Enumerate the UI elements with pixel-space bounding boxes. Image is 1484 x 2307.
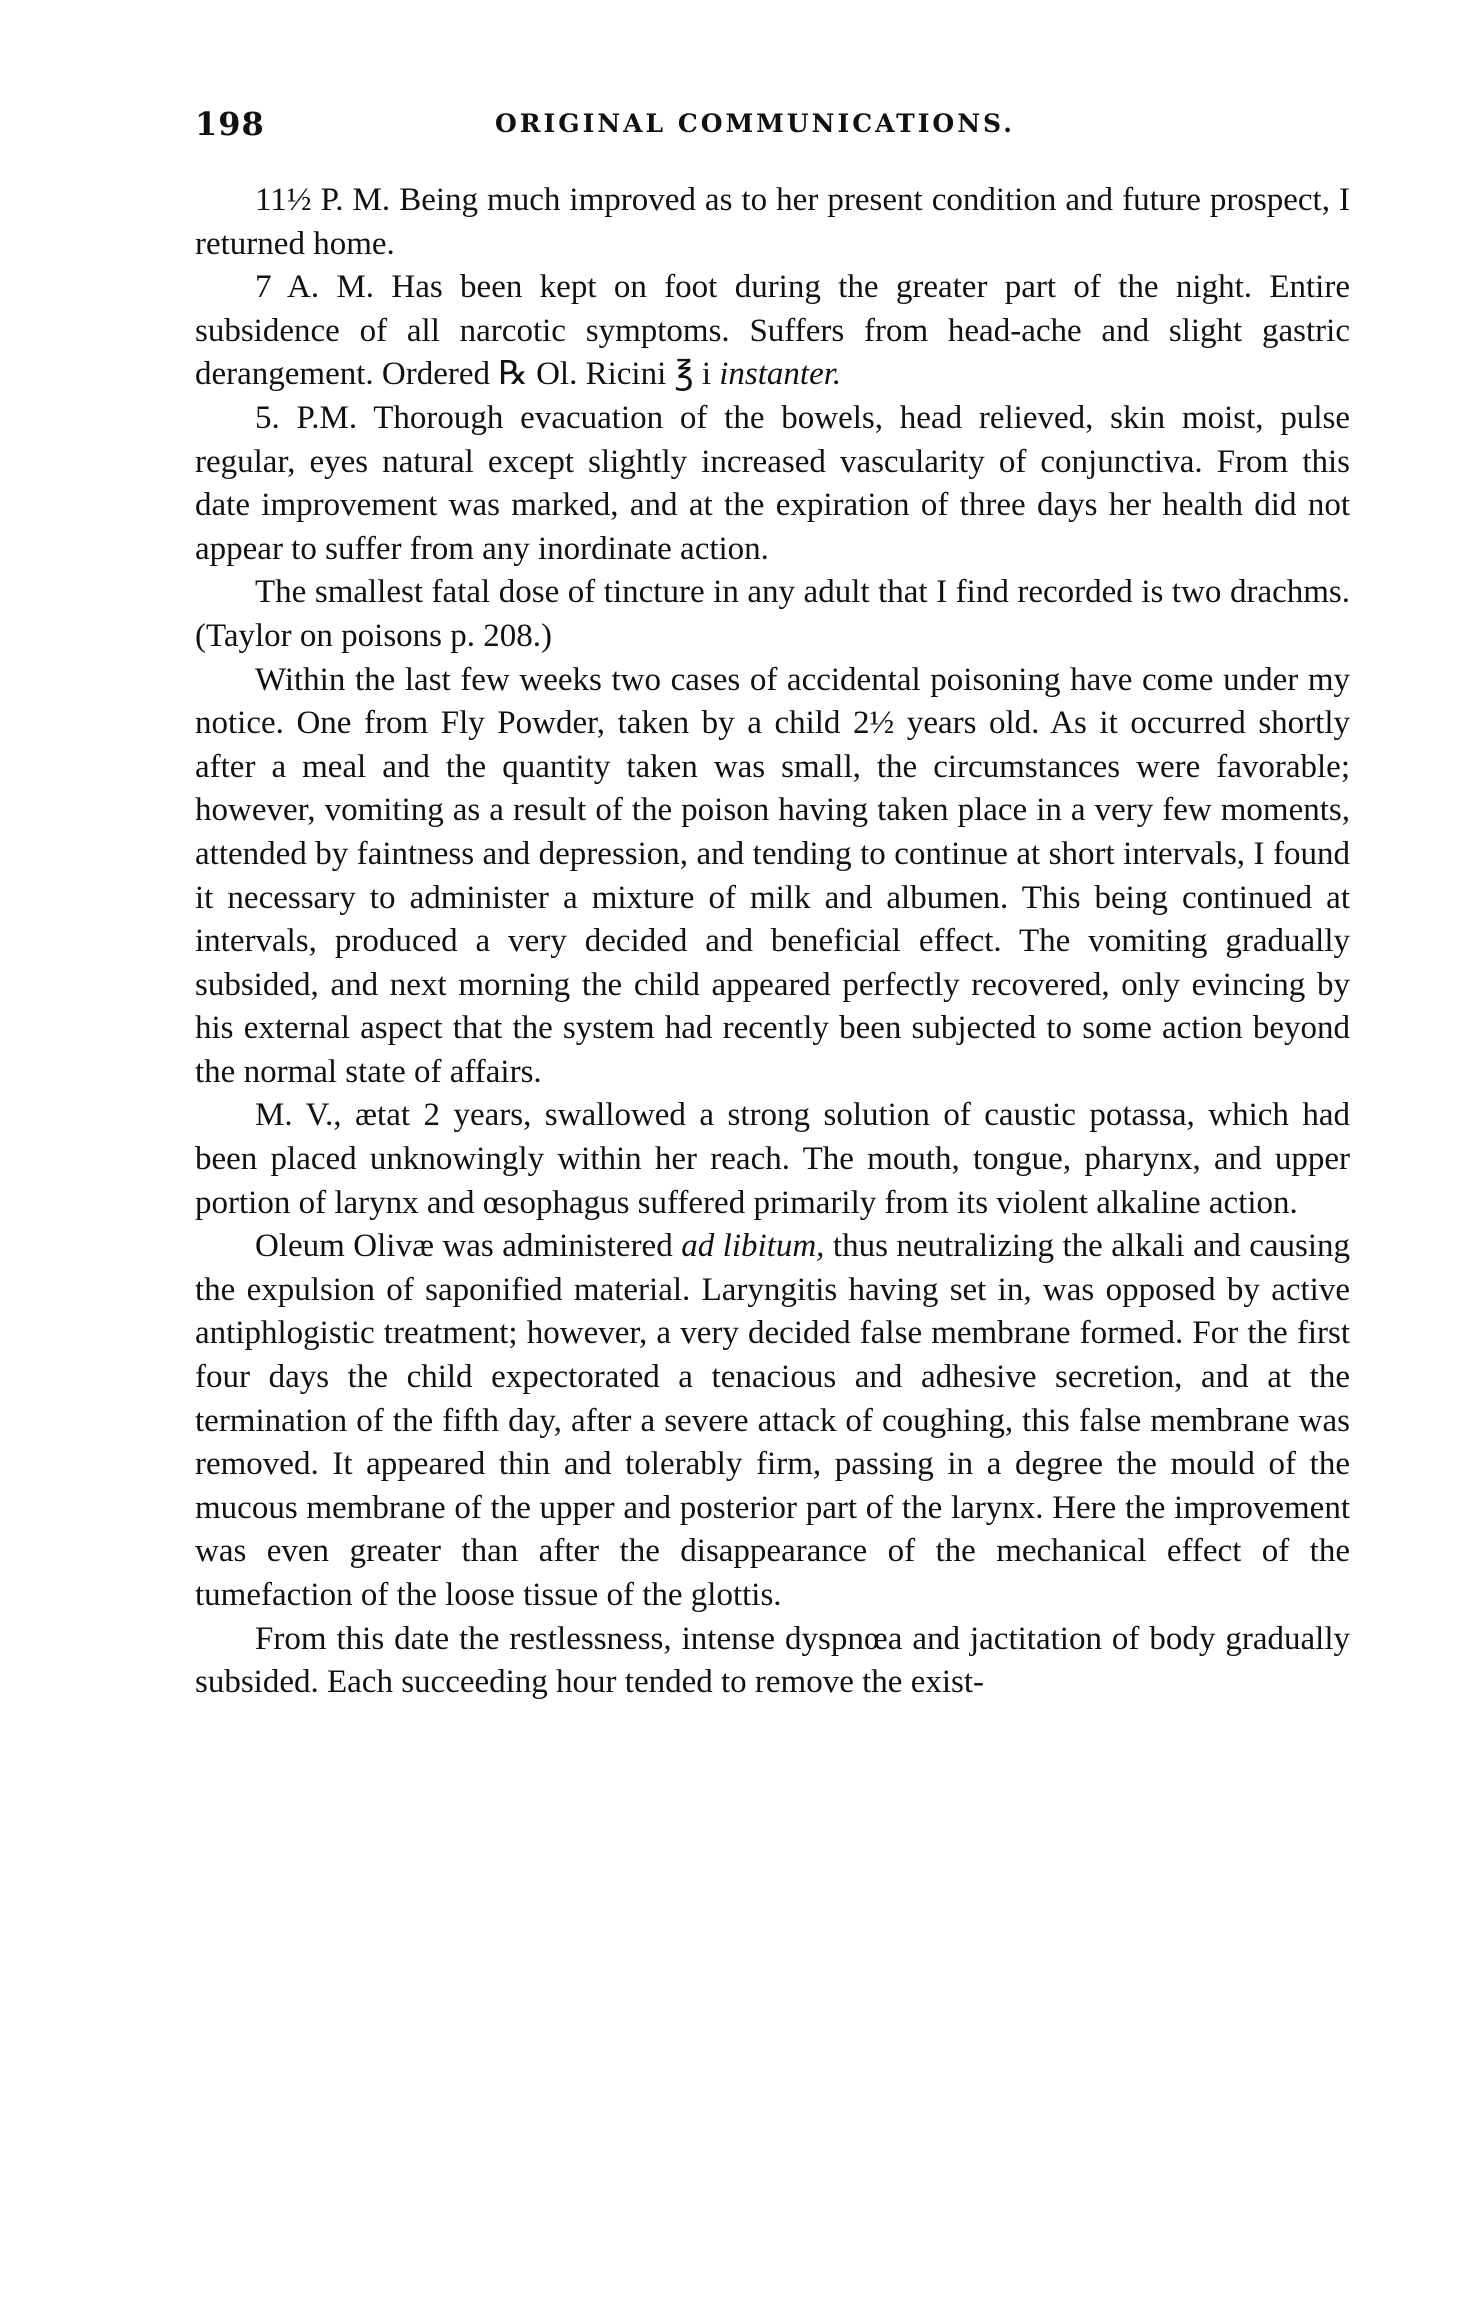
- paragraph-fly-powder-case: [195, 659, 1350, 1095]
- paragraph-fatal-dose: [195, 571, 1350, 658]
- paragraph-recovery: [195, 1618, 1350, 1705]
- paragraph-morning-note: [195, 266, 1350, 397]
- paragraph-afternoon-note: [195, 397, 1350, 571]
- book-page: [195, 105, 1350, 1705]
- paragraph-caustic-potassa-case: [195, 1094, 1350, 1225]
- paragraph-text: 5. P.M. Thorough evacuation of the bowels, head relieved, skin moist, pulse regular, eyes natural except slightly increased vascularity of conjunctiva. From this date improvement was marked, and at the expiration of three days her health did not appear to suffer from any inordinate action.: [195, 399, 1350, 567]
- paragraph-text: Oleum Olivæ was administered: [255, 1228, 682, 1265]
- paragraph-text: 11½ P. M. Being much improved as to her present condition and future prospect, I returned home.: [195, 182, 1350, 262]
- paragraph-text: 7 A. M. Has been kept on foot during the greater part of the night. Entire subsidence of all narcotic symptoms. Suffers from head-ache and slight gastric derangement. Ordered ℞ Ol. Ricini ℥ i: [195, 269, 1350, 393]
- paragraph-text: thus neutralizing the alkali and causing the expulsion of saponified material. Laryngitis having set in, was opposed by active antiphlogistic treatment; however, a very decided false membrane formed. For the first four days the child expectorated a tenacious and adhesive secretion, and at the termination of the fifth day, after a severe attack of coughing, this false membrane was removed. It appeared thin and tolerably firm, passing in a degree the mould of the mucous membrane of the upper and posterior part of the larynx. Here the improvement was even greater than after the disappearance of the mechanical effect of the tumefaction of the loose tissue of the glottis.: [195, 1228, 1350, 1613]
- italic-term: ad libitum,: [681, 1228, 825, 1265]
- page-number: 198: [195, 105, 265, 143]
- body-text: [195, 179, 1350, 1705]
- paragraph-text: Within the last few weeks two cases of accidental poisoning have come under my notice. One from Fly Powder, taken by a child 2½ years old. As it occurred shortly after a meal and the quantity taken was small, the circumstances were favorable; however, vomiting as a result of the poison having taken place in a very few moments, attended by faintness and depression, and tending to continue at short intervals, I found it necessary to administer a mixture of milk and albumen. This being continued at intervals, produced a very decided and beneficial effect. The vomiting gradually subsided, and next morning the child appeared perfectly recovered, only evincing by his external aspect that the system had recently been subjected to some action beyond the normal state of affairs.: [195, 661, 1350, 1090]
- running-head: ORIGINAL COMMUNICATIONS.: [495, 109, 1015, 138]
- page-header: [195, 105, 1350, 149]
- paragraph-text: From this date the restlessness, intense dyspnœa and jactitation of body gradually subsided. Each succeeding hour tended to remove the exist-: [195, 1620, 1350, 1701]
- italic-term: instanter.: [719, 356, 842, 393]
- paragraph-text: The smallest fatal dose of tincture in any adult that I find recorded is two drachms. (Taylor on poisons p. 208.): [195, 574, 1350, 654]
- paragraph-treatment: [195, 1225, 1350, 1617]
- paragraph-text: M. V., ætat 2 years, swallowed a strong solution of caustic potassa, which had been placed unknowingly within her reach. The mouth, tongue, pharynx, and upper portion of larynx and œsophagus suffered primarily from its violent alkaline action.: [195, 1097, 1350, 1221]
- paragraph-evening-note: [195, 179, 1350, 266]
